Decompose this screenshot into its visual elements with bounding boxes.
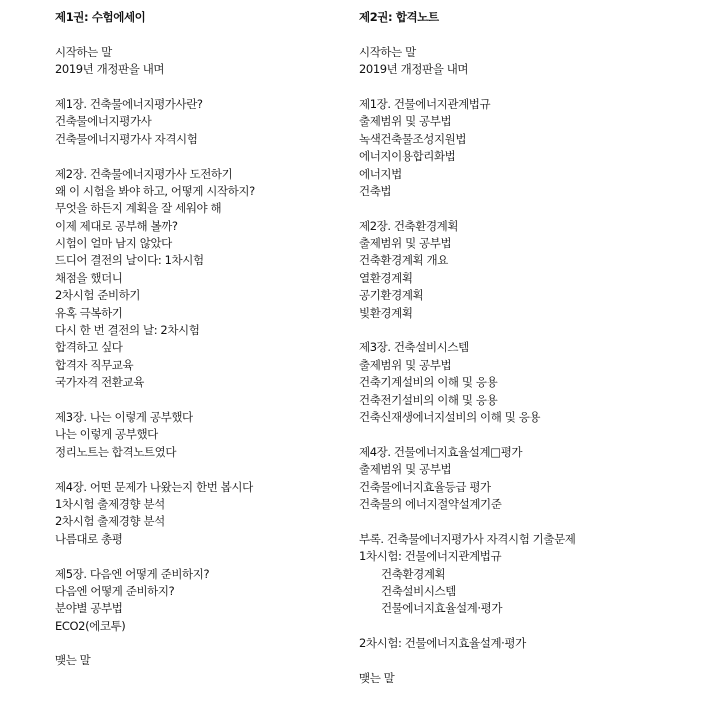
toc-entry: 건축물의 에너지절약설계기준 [359, 496, 502, 511]
section-spacer [55, 79, 385, 96]
toc-entry: 합격자 직무교육 [55, 357, 134, 372]
volume1-toc [55, 44, 385, 670]
toc-entry: 2019년 개정판을 내며 [55, 62, 165, 77]
toc-entry: 건축환경계획 개요 [359, 253, 448, 268]
toc-entry: 건축기계설비의 이해 및 응용 [359, 375, 498, 390]
section-spacer [359, 426, 689, 443]
section-spacer [359, 618, 689, 635]
toc-section-heading: 제1장. 건축물에너지평가사란? [55, 96, 203, 111]
toc-entry: 건축물에너지평가사 자격시험 [55, 131, 198, 146]
toc-entry: 무엇을 하든지 계획을 잘 세워야 해 [55, 201, 222, 216]
volume2-toc [359, 44, 689, 687]
section-spacer [55, 461, 385, 478]
toc-entry: 유혹 극복하기 [55, 305, 123, 320]
toc-entry: 나는 이렇게 공부했다 [55, 427, 158, 442]
section-spacer [359, 513, 689, 530]
volume1-title: 제1권: 수험에세이 [55, 10, 146, 24]
toc-entry: 분야별 공부법 [55, 601, 123, 616]
toc-entry: 정리노트는 합격노트였다 [55, 444, 177, 459]
toc-entry: 국가자격 전환교육 [55, 375, 144, 390]
toc-entry: 건축설비시스템 [381, 583, 456, 598]
toc-entry: 열환경계획 [359, 270, 413, 285]
toc-entry: 합격하고 싶다 [55, 340, 123, 355]
toc-entry: 건축환경계획 [381, 566, 446, 581]
toc-section-heading: 부록. 건축물에너지평가사 자격시험 기출문제 [359, 531, 576, 546]
toc-section-heading: 시작하는 말 [55, 44, 112, 59]
toc-entry: 2차시험 출제경향 분석 [55, 514, 165, 529]
section-spacer [55, 635, 385, 652]
toc-section-heading: 제2장. 건축환경계획 [359, 218, 459, 233]
toc-section-heading: 제5장. 다음엔 어떻게 준비하지? [55, 566, 210, 581]
toc-entry: 빛환경계획 [359, 305, 413, 320]
volume2-title: 제2권: 합격노트 [359, 10, 439, 24]
toc-entry: 1차시험: 건물에너지관계법규 [359, 549, 502, 564]
toc-entry: 건축물에너지평가사 [55, 114, 152, 129]
toc-entry: 나름대로 총평 [55, 531, 123, 546]
toc-section-heading: 제2장. 건축물에너지평가사 도전하기 [55, 166, 233, 181]
toc-entry: 다음엔 어떻게 준비하지? [55, 583, 175, 598]
volume2-column [359, 9, 689, 687]
toc-section-heading: 제4장. 어떤 문제가 나왔는지 한번 봅시다 [55, 479, 253, 494]
toc-entry: 출제범위 및 공부법 [359, 236, 452, 251]
toc-entry: 채점을 했더니 [55, 270, 123, 285]
section-spacer [359, 79, 689, 96]
toc-section-heading: 제4장. 건물에너지효율설계□평가 [359, 444, 523, 459]
section-spacer [55, 392, 385, 409]
toc-entry: 출제범위 및 공부법 [359, 462, 452, 477]
toc-entry: 건축법 [359, 183, 392, 198]
toc-section-heading: 시작하는 말 [359, 44, 416, 59]
toc-entry: 드디어 결전의 날이다: 1차시험 [55, 253, 204, 268]
toc-section-heading: 맺는 말 [359, 670, 395, 685]
spacer [55, 26, 385, 43]
section-spacer [359, 652, 689, 669]
section-spacer [55, 148, 385, 165]
toc-section-heading: 제1장. 건물에너지관계법규 [359, 96, 491, 111]
toc-entry: 건축물에너지효율등급 평가 [359, 479, 491, 494]
toc-entry: 출제범위 및 공부법 [359, 357, 452, 372]
toc-entry: 건축신재생에너지설비의 이해 및 응용 [359, 409, 541, 424]
toc-section-heading: 제3장. 나는 이렇게 공부했다 [55, 409, 193, 424]
toc-entry: 에너지법 [359, 166, 402, 181]
toc-entry: 시험이 얼마 남지 않았다 [55, 236, 172, 251]
toc-entry: 에너지이용합리화법 [359, 149, 456, 164]
toc-entry: 1차시험 출제경향 분석 [55, 496, 165, 511]
toc-entry: 왜 이 시험을 봐야 하고, 어떻게 시작하지? [55, 183, 255, 198]
section-spacer [55, 548, 385, 565]
toc-entry: 건물에너지효율설계·평가 [381, 601, 503, 616]
toc-entry: 이제 제대로 공부해 볼까? [55, 218, 178, 233]
toc-section-heading: 맺는 말 [55, 653, 91, 668]
toc-entry: 공기환경계획 [359, 288, 424, 303]
toc-section-heading: 제3장. 건축설비시스템 [359, 340, 469, 355]
toc-entry: 건축전기설비의 이해 및 응용 [359, 392, 498, 407]
spacer [359, 26, 689, 43]
toc-entry: 2차시험 준비하기 [55, 288, 141, 303]
toc-entry: 다시 한 번 결전의 날: 2차시험 [55, 323, 200, 338]
volume1-column [55, 9, 385, 670]
toc-section-heading: 2차시험: 건물에너지효율설계·평가 [359, 636, 526, 651]
toc-entry: 녹색건축물조성지원법 [359, 131, 467, 146]
toc-entry: 2019년 개정판을 내며 [359, 62, 469, 77]
toc-entry: 출제범위 및 공부법 [359, 114, 452, 129]
section-spacer [359, 322, 689, 339]
toc-entry: ECO2(에코투) [55, 618, 126, 633]
section-spacer [359, 200, 689, 217]
